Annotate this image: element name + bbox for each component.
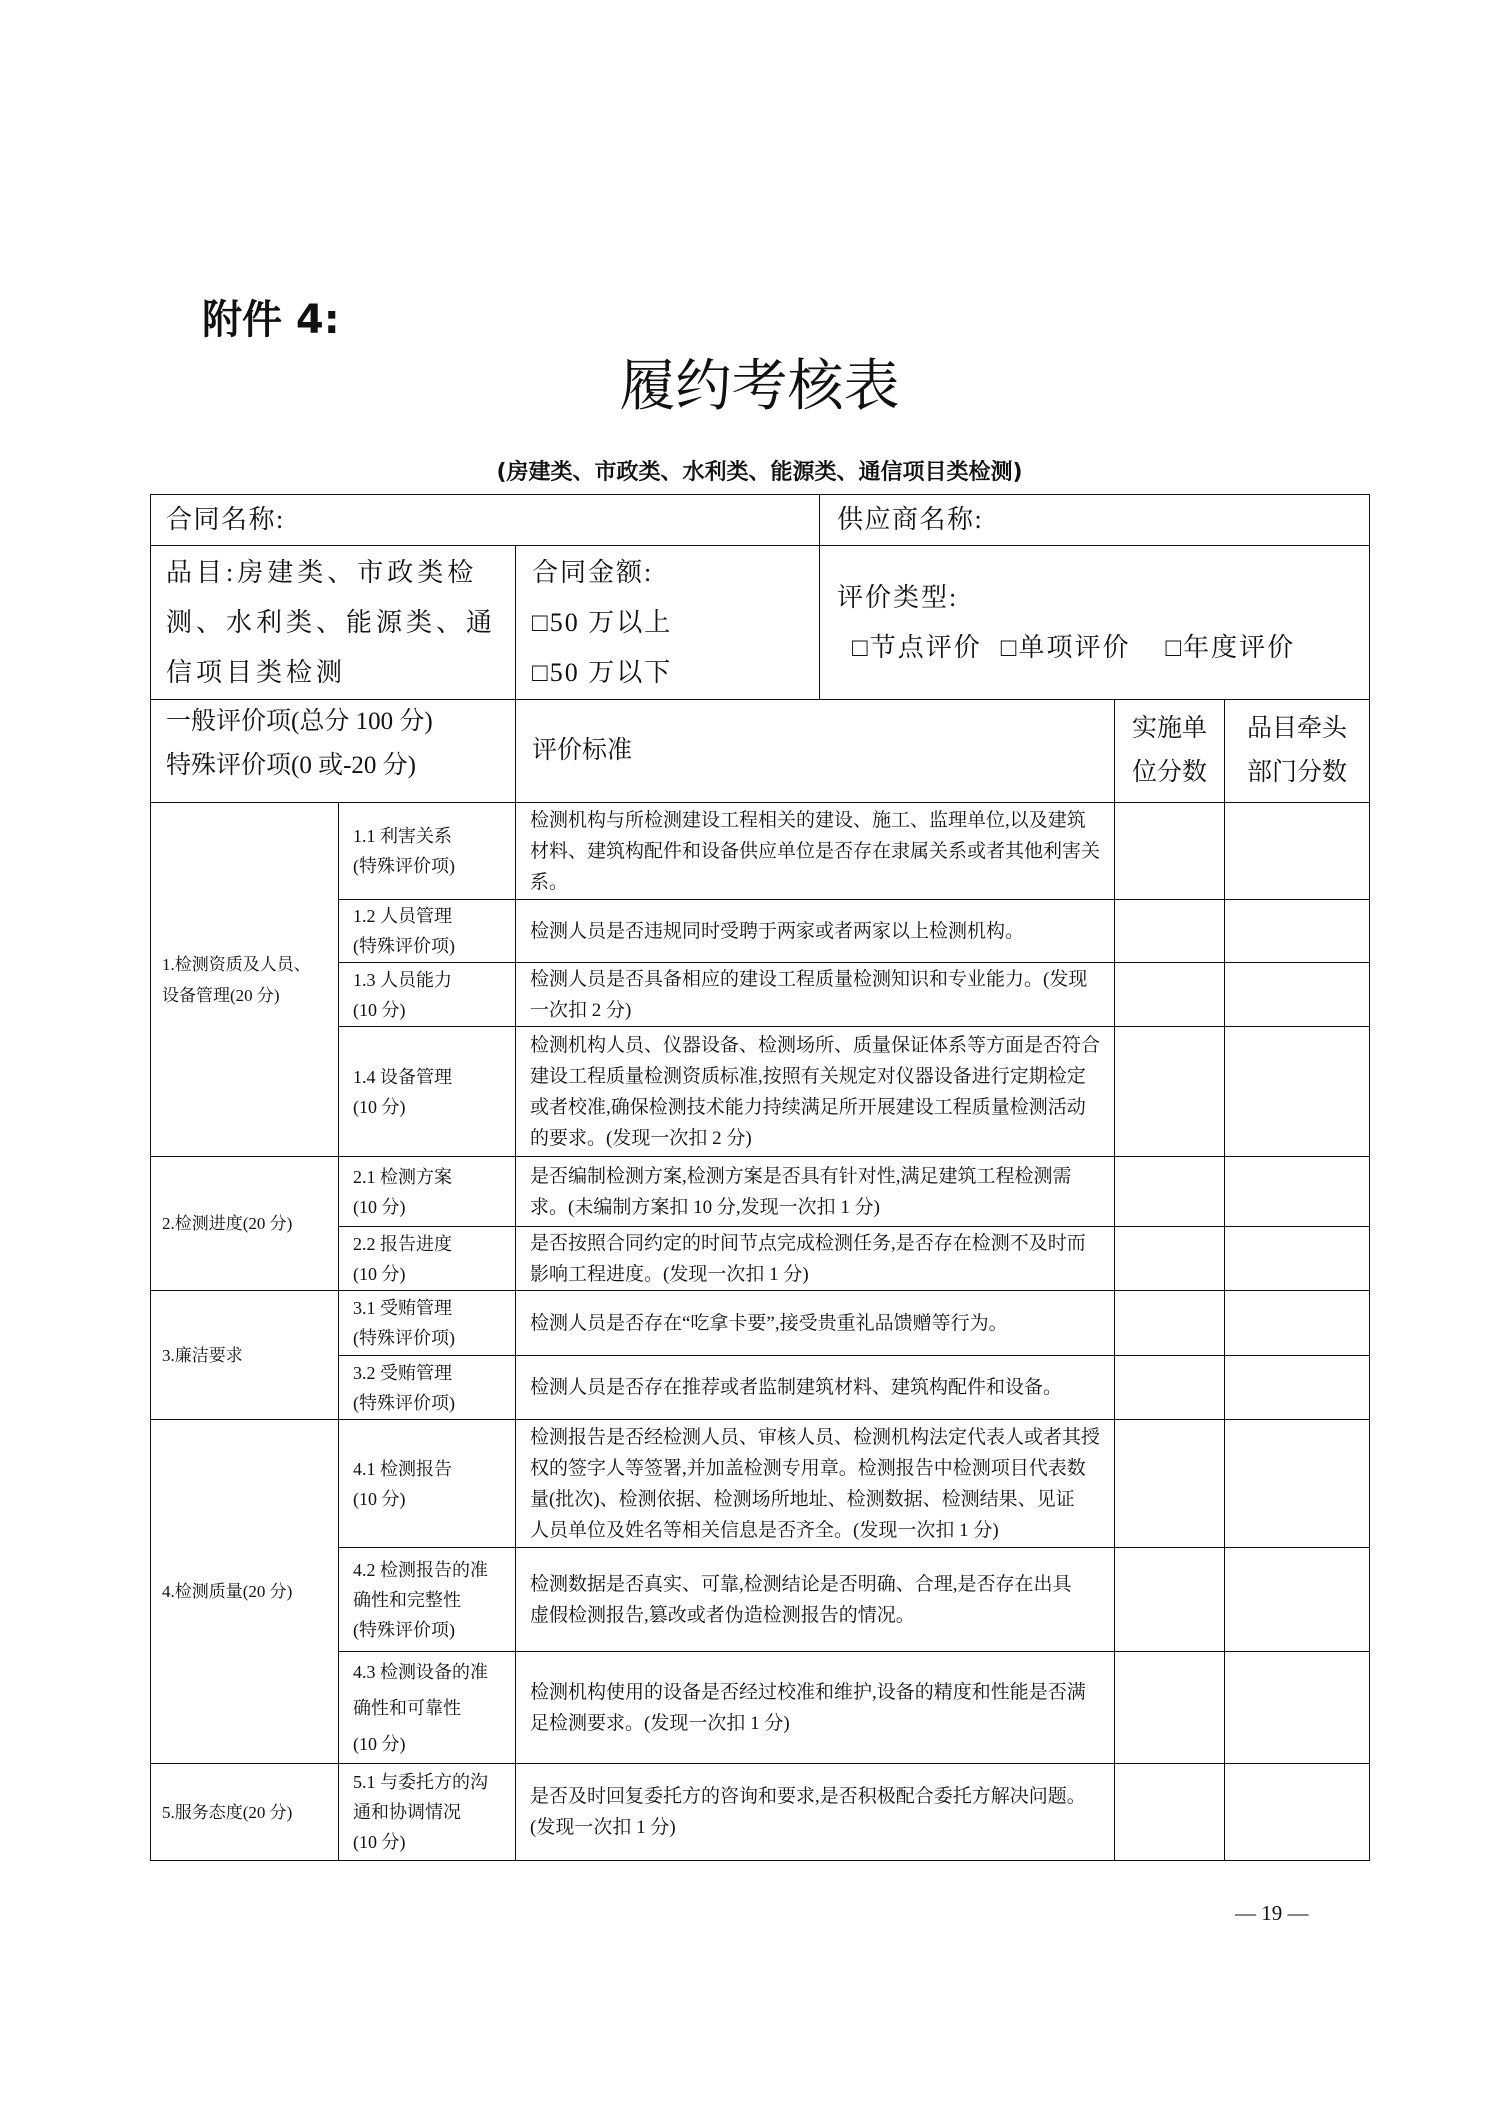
standard-cell: 检测人员是否具备相应的建设工程质量检测知识和专业能力。(发现 一次扣 2 分) xyxy=(516,963,1115,1027)
contract-amount-field xyxy=(516,546,820,700)
standard-cell: 检测人员是否存在“吃拿卡要”,接受贵重礼品馈赠等行为。 xyxy=(516,1291,1115,1356)
dept-score-cell xyxy=(1225,900,1370,963)
contract-amount-option-above-500k: □50 万以上 xyxy=(532,607,673,637)
evaluation-type-option-single: □单项评价 xyxy=(1000,632,1131,662)
item-cell: 1.3 人员能力 (10 分) xyxy=(339,963,516,1027)
unit-score-cell xyxy=(1115,1548,1225,1652)
item-cell: 4.1 检测报告 (10 分) xyxy=(339,1420,516,1548)
table-row xyxy=(151,1157,1370,1227)
dept-score-column-header: 品目牵头 部门分数 xyxy=(1225,700,1370,803)
standard-cell: 检测机构人员、仪器设备、检测场所、质量保证体系等方面是否符合 建设工程质量检测资质标准,按照有关规定对仪器设备进行定期检定 或者校准,确保检测技术能力持续满足所开展建设工程质量检测活动 的要求。(发现一次扣 2 分) xyxy=(516,1027,1115,1157)
unit-score-cell xyxy=(1115,1356,1225,1420)
unit-score-cell xyxy=(1115,1157,1225,1227)
item-cell: 5.1 与委托方的沟 通和协调情况 (10 分) xyxy=(339,1764,516,1861)
table-row xyxy=(151,1764,1370,1861)
form-row-names xyxy=(151,495,1370,546)
item-cell: 4.3 检测设备的准 确性和可靠性 (10 分) xyxy=(339,1652,516,1764)
table-row xyxy=(151,803,1370,900)
unit-score-cell xyxy=(1115,1420,1225,1548)
standard-cell: 检测机构使用的设备是否经过校准和维护,设备的精度和性能是否满 足检测要求。(发现一次扣 1 分) xyxy=(516,1652,1115,1764)
standard-cell: 检测人员是否违规同时受聘于两家或者两家以上检测机构。 xyxy=(516,900,1115,963)
dept-score-cell xyxy=(1225,1652,1370,1764)
evaluation-type-option-annual: □年度评价 xyxy=(1165,632,1296,662)
item-cell: 4.2 检测报告的准 确性和完整性 (特殊评价项) xyxy=(339,1548,516,1652)
contract-amount-option-below-500k: □50 万以下 xyxy=(532,657,673,687)
dept-score-cell xyxy=(1225,1227,1370,1291)
assessment-table xyxy=(150,494,1370,1861)
standard-cell: 检测数据是否真实、可靠,检测结论是否明确、合理,是否存在出具 虚假检测报告,篡改或者伪造检测报告的情况。 xyxy=(516,1548,1115,1652)
standard-cell: 是否按照合同约定的时间节点完成检测任务,是否存在检测不及时而 影响工程进度。(发现一次扣 1 分) xyxy=(516,1227,1115,1291)
page-number: — 19 — xyxy=(1235,1901,1309,1925)
category-field: 品目:房建类、市政类检 测、水利类、能源类、通 信项目类检测 xyxy=(151,546,516,700)
supplier-name-label: 供应商名称: xyxy=(820,495,1370,546)
category-cell: 3.廉洁要求 xyxy=(151,1291,339,1420)
unit-score-cell xyxy=(1115,963,1225,1027)
evaluation-type-label: 评价类型: xyxy=(837,582,959,612)
table-row xyxy=(151,1420,1370,1548)
dept-score-cell xyxy=(1225,803,1370,900)
unit-score-cell xyxy=(1115,1764,1225,1861)
item-column-header: 一般评价项(总分 100 分) 特殊评价项(0 或-20 分) xyxy=(151,700,516,803)
evaluation-type-option-node: □节点评价 xyxy=(852,632,982,662)
dept-score-cell xyxy=(1225,1764,1370,1861)
contract-amount-label: 合同金额: xyxy=(532,557,654,587)
category-cell: 2.检测进度(20 分) xyxy=(151,1157,339,1291)
unit-score-cell xyxy=(1115,1227,1225,1291)
standard-cell: 是否及时回复委托方的咨询和要求,是否积极配合委托方解决问题。 (发现一次扣 1 分) xyxy=(516,1764,1115,1861)
item-cell: 1.2 人员管理 (特殊评价项) xyxy=(339,900,516,963)
attachment-label: 附件 4: xyxy=(202,297,340,343)
page-title: 履约考核表 xyxy=(619,354,900,419)
table-header-row xyxy=(151,700,1370,803)
item-cell: 2.2 报告进度 (10 分) xyxy=(339,1227,516,1291)
dept-score-cell xyxy=(1225,1420,1370,1548)
dept-score-cell xyxy=(1225,1027,1370,1157)
unit-score-cell xyxy=(1115,900,1225,963)
standard-cell: 是否编制检测方案,检测方案是否具有针对性,满足建筑工程检测需 求。(未编制方案扣 10 分,发现一次扣 1 分) xyxy=(516,1157,1115,1227)
standard-cell: 检测报告是否经检测人员、审核人员、检测机构法定代表人或者其授 权的签字人等签署,并加盖检测专用章。检测报告中检测项目代表数 量(批次)、检测依据、检测场所地址、检测数据、检测结果、见证 人员单位及姓名等相关信息是否齐全。(发现一次扣 1 分) xyxy=(516,1420,1115,1548)
unit-score-cell xyxy=(1115,803,1225,900)
standard-cell: 检测人员是否存在推荐或者监制建筑材料、建筑构配件和设备。 xyxy=(516,1356,1115,1420)
unit-score-cell xyxy=(1115,1027,1225,1157)
dept-score-cell xyxy=(1225,1291,1370,1356)
category-cell: 5.服务态度(20 分) xyxy=(151,1764,339,1861)
unit-score-cell xyxy=(1115,1652,1225,1764)
item-cell: 3.2 受贿管理 (特殊评价项) xyxy=(339,1356,516,1420)
dept-score-cell xyxy=(1225,1157,1370,1227)
table-row xyxy=(151,1291,1370,1356)
item-cell: 1.1 利害关系 (特殊评价项) xyxy=(339,803,516,900)
unit-score-cell xyxy=(1115,1291,1225,1356)
evaluation-type-field xyxy=(820,546,1370,700)
form-row-details xyxy=(151,546,1370,700)
item-cell: 2.1 检测方案 (10 分) xyxy=(339,1157,516,1227)
unit-score-column-header: 实施单 位分数 xyxy=(1115,700,1225,803)
page-subtitle: (房建类、市政类、水利类、能源类、通信项目类检测) xyxy=(496,460,1023,485)
item-cell: 3.1 受贿管理 (特殊评价项) xyxy=(339,1291,516,1356)
category-cell: 1.检测资质及人员、 设备管理(20 分) xyxy=(151,803,339,1157)
category-cell: 4.检测质量(20 分) xyxy=(151,1420,339,1764)
dept-score-cell xyxy=(1225,963,1370,1027)
item-cell: 1.4 设备管理 (10 分) xyxy=(339,1027,516,1157)
dept-score-cell xyxy=(1225,1356,1370,1420)
standard-column-header: 评价标准 xyxy=(516,700,1115,803)
dept-score-cell xyxy=(1225,1548,1370,1652)
standard-cell: 检测机构与所检测建设工程相关的建设、施工、监理单位,以及建筑 材料、建筑构配件和设备供应单位是否存在隶属关系或者其他利害关 系。 xyxy=(516,803,1115,900)
evaluation-type-options xyxy=(837,623,1369,673)
contract-name-label: 合同名称: xyxy=(151,495,820,546)
